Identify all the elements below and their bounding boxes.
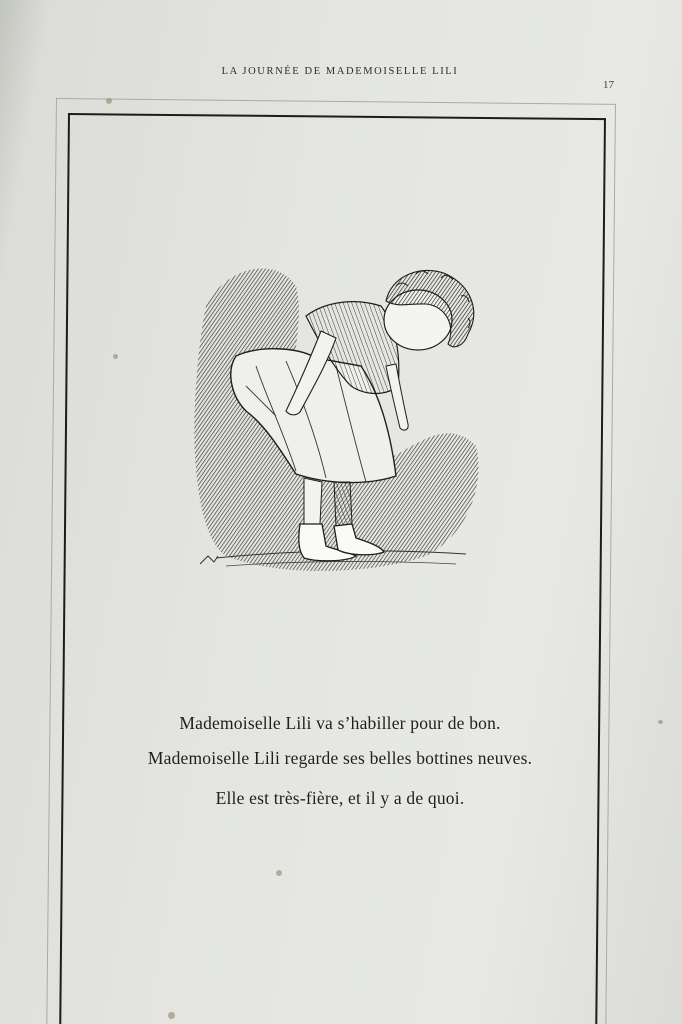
foxing-spot — [113, 354, 118, 359]
running-head: LA JOURNÉE DE MADEMOISELLE LILI — [221, 66, 459, 77]
caption-line: Mademoiselle Lili regarde ses belles bottines neuves. — [147, 748, 533, 768]
caption-line: Elle est très-fière, et il y a de quoi. — [215, 788, 465, 808]
leg — [334, 482, 352, 526]
artist-monogram — [200, 556, 218, 564]
girl-engraving-illustration — [186, 246, 486, 582]
leg — [304, 478, 322, 524]
caption-line: Mademoiselle Lili va s’habiller pour de bon. — [179, 713, 501, 733]
foxing-spot — [168, 1012, 175, 1019]
foxing-spot — [106, 98, 112, 104]
page-number: 17 — [603, 79, 614, 91]
foxing-spot — [658, 720, 663, 724]
foxing-spot — [276, 870, 282, 876]
arm — [386, 364, 408, 430]
